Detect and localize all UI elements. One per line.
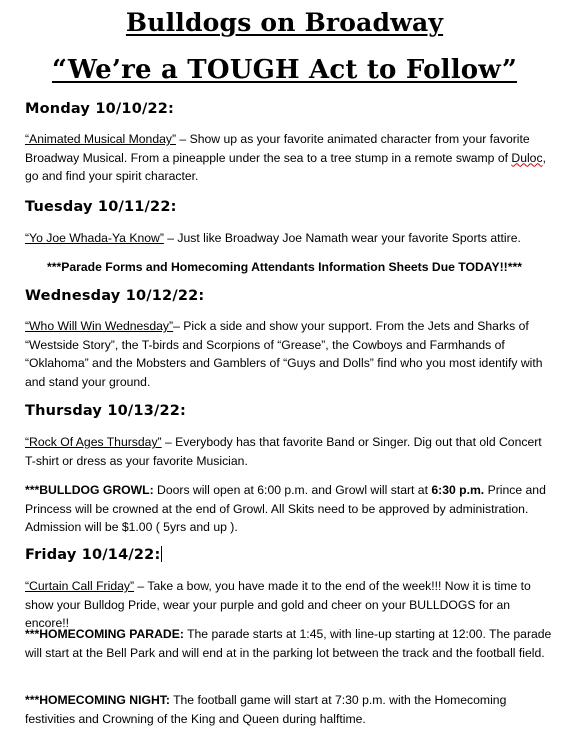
wednesday-header: Wednesday 10/12/22: — [25, 288, 205, 304]
tuesday-header: Tuesday 10/11/22: — [25, 199, 177, 215]
monday-description: “Animated Musical Monday” – Show up as your favorite animated character from your favorite Broadway Musical. From a pineapple under the sea to a tree stump in a remote swamp of Duloc, go and find your spirit character. — [25, 132, 546, 184]
duloc-word: Duloc — [511, 150, 543, 165]
tuesday-description: “Yo Joe Whada-Ya Know” – Just like Broadway Joe Namath wear your favorite Sports attire. — [25, 231, 521, 245]
monday-header: Monday 10/10/22: — [25, 101, 175, 117]
bulldog-growl-paragraph: ***BULLDOG GROWL: Doors will open at 6:00 p.m. and Growl will start at 6:30 p.m. Prince and Princess will be crowned at the end of Growl. All Skits need to be approved by administration. Admission will be $1.00 ( 5yrs and up ). — [25, 483, 546, 535]
friday-description: “Curtain Call Friday” – Take a bow, you have made it to the end of the week!!! Now it is time to show your Bulldog Pride, wear your purple and gold and cheer on your BULLDOGS for an encore!! — [25, 579, 531, 631]
friday-header: Friday 10/14/22: — [25, 547, 161, 563]
growl-label: ***BULLDOG GROWL: — [25, 483, 154, 497]
tuesday-theme: “Yo Joe Whada-Ya Know” — [25, 231, 164, 245]
thursday-description: “Rock Of Ages Thursday” – Everybody has that favorite Band or Singer. Dig out that old Concert T-shirt or dress as your favorite Musician. — [25, 435, 542, 468]
thursday-theme: “Rock Of Ages Thursday” — [25, 435, 162, 449]
growl-time: 6:30 p.m. — [431, 483, 485, 497]
thursday-header: Thursday 10/13/22: — [25, 403, 187, 419]
wednesday-description: “Who Will Win Wednesday”– Pick a side and show your support. From the Jets and Sharks of “Westside Story”, the T-birds and Scorpions of “Grease”, the Cowboys and Farmhands of “Oklahoma” and the Mobsters and Gamblers of “Guys and Dolls” find who you most identify with and stand your ground. — [25, 319, 543, 389]
wednesday-theme: “Who Will Win Wednesday” — [25, 319, 174, 333]
parade-label: ***HOMECOMING PARADE: — [25, 627, 184, 641]
document-title: Bulldogs on Broadway — [125, 8, 444, 37]
friday-theme: “Curtain Call Friday” — [25, 579, 135, 593]
homecoming-night-paragraph: ***HOMECOMING NIGHT: The football game will start at 7:30 p.m. with the Homecoming festivities and Crowning of the King and Queen during halftime. — [25, 693, 507, 726]
text-cursor — [161, 546, 162, 562]
monday-theme: “Animated Musical Monday” — [25, 132, 177, 146]
document-subtitle: “We’re a TOUGH Act to Follow” — [51, 55, 518, 85]
homecoming-parade-paragraph: ***HOMECOMING PARADE: The parade starts at 1:45, with line-up starting at 12:00. The parade will start at the Bell Park and will end at in the parking lot between the track and the football field. — [25, 627, 552, 660]
night-label: ***HOMECOMING NIGHT: — [25, 693, 170, 707]
forms-due-notice: ***Parade Forms and Homecoming Attendants Information Sheets Due TODAY!!*** — [47, 260, 522, 274]
